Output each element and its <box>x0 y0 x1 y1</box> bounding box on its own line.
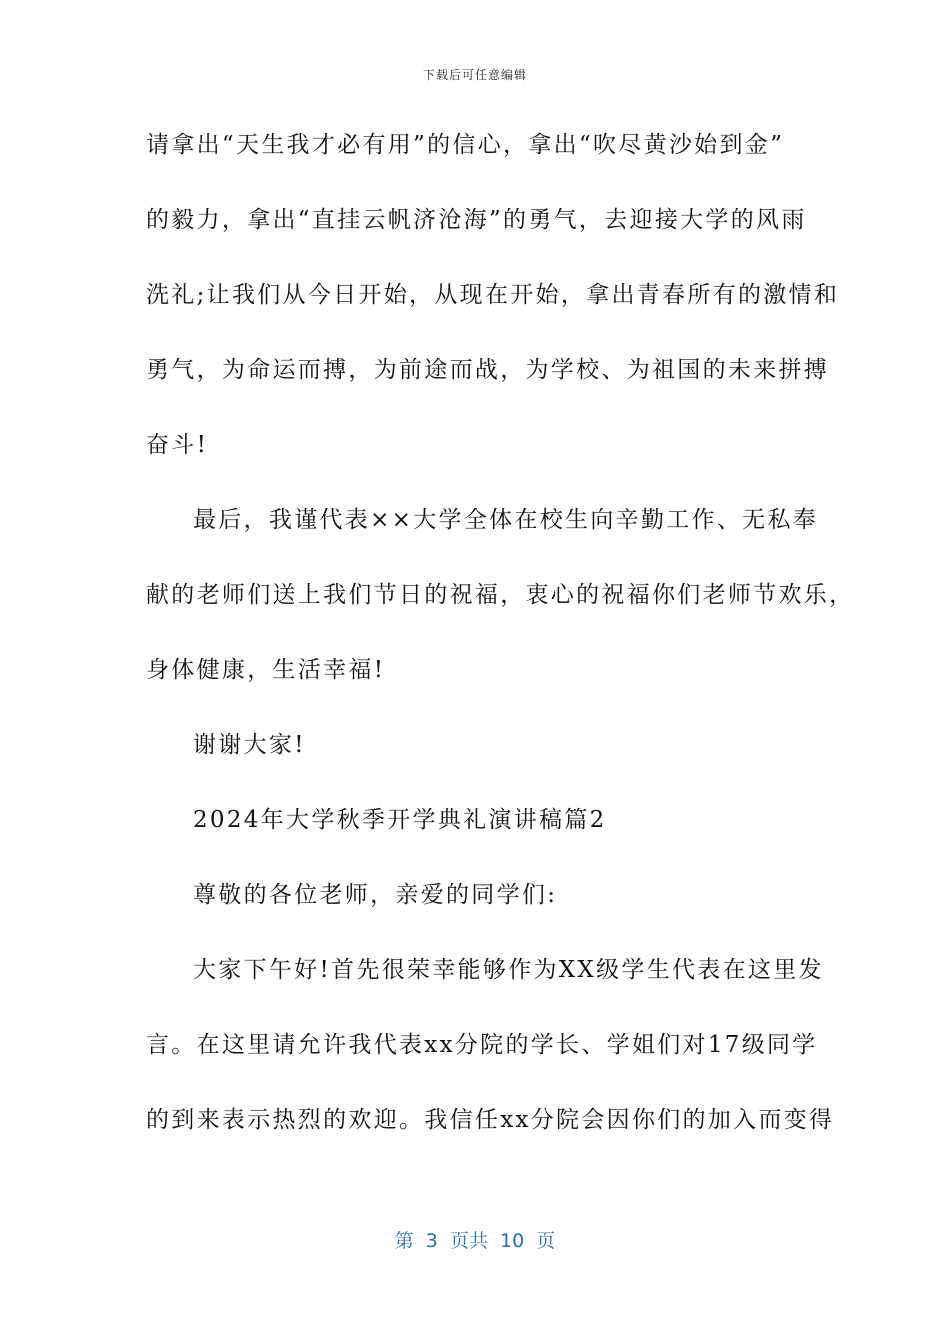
text-line: 洗礼;让我们从今日开始，从现在开始，拿出青春所有的激情和 <box>146 282 840 308</box>
section-title: 2024年大学秋季开学典礼演讲稿篇2 <box>193 807 607 833</box>
text-line: 奋斗! <box>146 432 209 458</box>
text-line: 大家下午好!首先很荣幸能够作为XX级学生代表在这里发 <box>193 957 824 983</box>
text-line: 勇气，为命运而搏，为前途而战，为学校、为祖国的未来拼搏 <box>146 357 830 383</box>
text-line: 请拿出“天生我才必有用”的信心，拿出“吹尽黄沙始到金” <box>146 132 785 158</box>
page-number-footer: 第 3 页共 10 页 <box>394 1230 556 1252</box>
text-line: 的到来表示热烈的欢迎。我信任xx分院会因你们的加入而变得 <box>146 1107 835 1133</box>
text-line: 身体健康，生活幸福! <box>146 657 386 683</box>
text-line: 献的老师们送上我们节日的祝福，衷心的祝福你们老师节欢乐， <box>146 582 855 608</box>
salutation: 尊敬的各位老师，亲爱的同学们: <box>193 882 558 908</box>
text-line: 言。在这里请允许我代表xx分院的学长、学姐们对17级同学 <box>146 1032 818 1058</box>
text-line: 最后，我谨代表××大学全体在校生向辛勤工作、无私奉 <box>193 507 819 533</box>
page-header-note: 下载后可任意编辑 <box>422 68 527 82</box>
text-line: 的毅力，拿出“直挂云帆济沧海”的勇气，去迎接大学的风雨 <box>146 207 807 233</box>
text-line: 谢谢大家! <box>193 732 306 758</box>
